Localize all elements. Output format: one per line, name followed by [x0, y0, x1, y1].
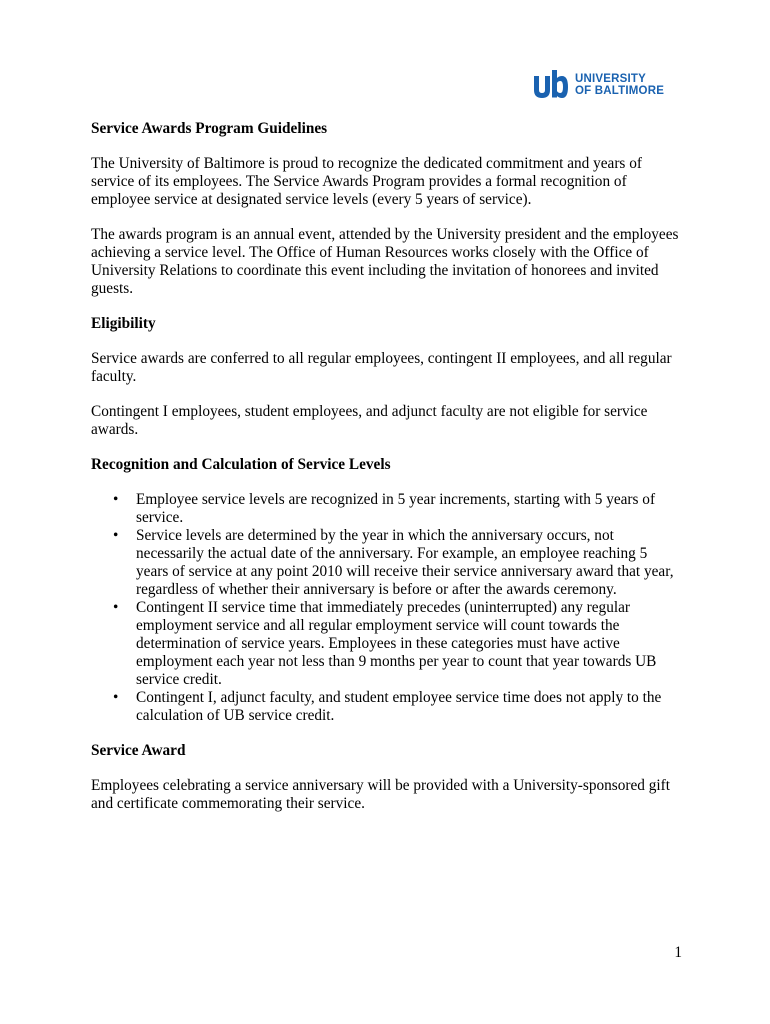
university-logo [533, 70, 664, 100]
eligibility-heading: Eligibility [91, 315, 156, 332]
list-item-text: Contingent I, adjunct faculty, and student employee service time does not apply to the calculation of UB service credit. [136, 689, 662, 724]
bullet-icon: • [113, 491, 119, 508]
bullet-icon: • [113, 527, 119, 544]
intro-paragraph-1: The University of Baltimore is proud to recognize the dedicated commitment and years of service of its employees. The Service Awards Program provides a formal recognition of employee service at designated service levels (every 5 years of service). [91, 155, 642, 208]
list-item [91, 689, 683, 725]
page-number: 1 [674, 944, 682, 961]
service-award-heading: Service Award [91, 742, 186, 759]
bullet-icon: • [113, 599, 119, 616]
service-award-paragraph: Employees celebrating a service anniversary will be provided with a University-sponsored gift and certificate commemorating their service. [91, 777, 670, 812]
intro-paragraph-2: The awards program is an annual event, attended by the University president and the employees achieving a service level. The Office of Human Resources works closely with the Office of University Relations to coordinate this event including the invitation of honorees and invited guests. [91, 226, 679, 297]
list-item [91, 527, 683, 599]
list-item-text: Contingent II service time that immediately precedes (uninterrupted) any regular employment service and all regular employment service will count towards the determination of service years. Employees in these categories must have active employment each year not less than 9 months per year to count that year towards UB service credit. [136, 599, 657, 688]
list-item-text: Employee service levels are recognized in 5 year increments, starting with 5 years of service. [136, 491, 656, 526]
document-title: Service Awards Program Guidelines [91, 120, 328, 137]
list-item [91, 599, 683, 689]
recognition-heading: Recognition and Calculation of Service Levels [91, 456, 391, 473]
logo-line-2: OF BALTIMORE [575, 85, 665, 97]
bullet-icon: • [113, 689, 119, 706]
logo-line-1: UNIVERSITY [575, 72, 647, 85]
document-body [91, 120, 683, 813]
eligibility-paragraph-1: Service awards are conferred to all regular employees, contingent II employees, and all regular faculty. [91, 350, 672, 385]
list-item-text: Service levels are determined by the year in which the anniversary occurs, not necessarily the actual date of the anniversary. For example, an employee reaching 5 years of service at any point 2010 will receive their service anniversary award that year, regardless of whether their anniversary is before or after the awards ceremony. [136, 527, 674, 598]
list-item [91, 491, 683, 527]
ub-monogram-icon [533, 70, 569, 100]
recognition-list [91, 491, 683, 725]
eligibility-paragraph-2: Contingent I employees, student employees, and adjunct faculty are not eligible for service awards. [91, 403, 648, 438]
logo-wordmark [575, 73, 664, 98]
